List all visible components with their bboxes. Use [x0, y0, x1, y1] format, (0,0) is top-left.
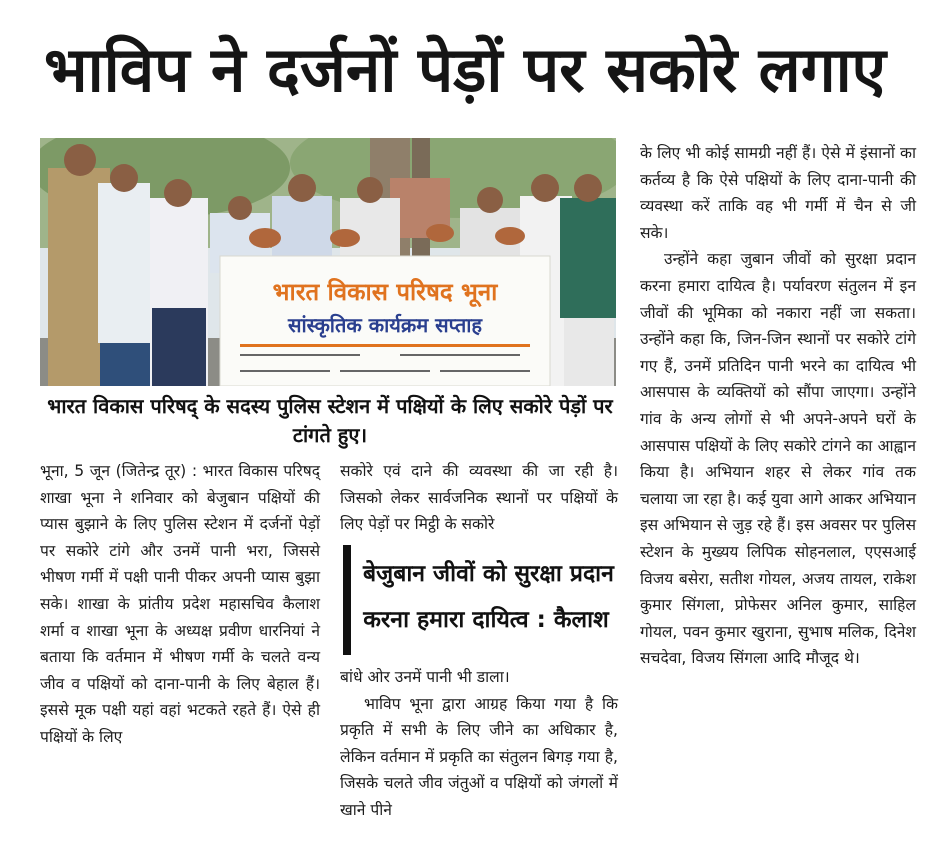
banner-line-1: भारत विकास परिषद भूना	[272, 278, 498, 306]
column-3	[640, 140, 916, 672]
pull-quote	[343, 545, 615, 655]
photo-caption: भारत विकास परिषद् के सदस्य पुलिस स्टेशन में पक्षियों के लिए सकोरे पेड़ों पर टांगते हुए।	[47, 394, 613, 447]
headline: भाविप ने दर्जनों पेड़ों पर सकोरे लगाए	[44, 33, 886, 106]
pull-quote-line-2: करना हमारा दायित्व : कैलाश	[363, 607, 609, 633]
news-photo	[40, 138, 616, 386]
col2-top-paragraph: सकोरे एवं दाने की व्यवस्था की जा रही है। जिसको लेकर सार्वजनिक स्थानों पर पक्षियों के लिए पेड़ों पर मिट्ठी के सकोरे	[340, 462, 618, 534]
col3-paragraph-2: उन्होंने कहा जुबान जीवों को सुरक्षा प्रदान करना हमारा दायित्व है। पर्यावरण संतुलन में इन जीवों की भूमिका को नकारा नहीं जा सकता। उन्होंने कहा कि, जिन-जिन स्थानों पर सकोरे टांगे गए हैं, उनमें प्रतिदिन पानी भरने का दायित्व भी आसपास के व्यक्तियों को सौंपा जाएगा। उन्होंने गांव के अन्य लोगों से भी अपने-अपने घरों के आसपास पक्षियों के लिए सकोरे टांगने का आह्वान किया है। अभियान शहर से लेकर गांव तक चलाया जा रहा है। कई युवा आगे आकर अभियान इस अभियान से जुड़ रहे हैं। इस अवसर पर पुलिस स्टेशन के मुख्यय लिपिक सोहनलाल, एएसआई विजय बसेरा, सतीश गोयल, अजय तायल, राकेश कुमार सिंगला, प्रोफेसर अनिल कुमार, साहिल गोयल, पवन कुमार खुराना, सुभाष मलिक, दिनेश सचदेवा, विजय सिंगला आदि मौजूद थे।	[640, 250, 916, 668]
col3-paragraph-1: के लिए भी कोई सामग्री नहीं हैं। ऐसे में इंसानों का कर्तव्य है कि ऐसे पक्षियों के लिए दाना-पानी की व्यवस्था करें ताकि वह भी गर्मी में चैन से जी सके।	[640, 144, 916, 242]
pull-quote-line-1: बेजुबान जीवों को सुरक्षा प्रदान	[363, 561, 614, 587]
col2-continued-line: बांधे ओर उनमें पानी भी डाला।	[340, 668, 510, 686]
column-2-top	[340, 458, 618, 538]
col2-paragraph-2: भाविप भूना द्वारा आग्रह किया गया है कि प्रकृति में सभी के लिए जीने का अधिकार है, लेकिन वर्तमान में प्रकृति का संतुलन बिगड़ गया है, जिसके चलते जीव जंतुओं व पक्षियों को जंगलों में खाने पीने	[340, 694, 618, 819]
banner-line-2: सांस्कृतिक कार्यक्रम सप्ताह	[287, 313, 483, 337]
column-2-bottom	[340, 664, 618, 824]
column-1	[40, 458, 320, 751]
col1-paragraph: भूना, 5 जून (जितेन्द्र तूर) : भारत विकास परिषद् शाखा भूना ने शनिवार को बेजुबान पक्षियों की प्यास बुझाने के लिए पुलिस स्टेशन में दर्जनों पेड़ों पर सकोरे टांगे और उनमें पानी भरा, जिससे भीषण गर्मी में पक्षी पानी पीकर अपनी प्यास बुझा सके। शाखा के प्रांतीय प्रदेश महासचिव कैलाश शर्मा व शाखा भूना के अध्यक्ष प्रवीण धारनियां ने बताया कि वर्तमान में भीषण गर्मी के चलते वन्य जीव व पक्षियों को दाना-पानी के लिए बेहाल हैं। इससे मूक पक्षी यहां वहां भटकते रहते हैं। ऐसे ही पक्षियों के लिए	[40, 462, 320, 746]
